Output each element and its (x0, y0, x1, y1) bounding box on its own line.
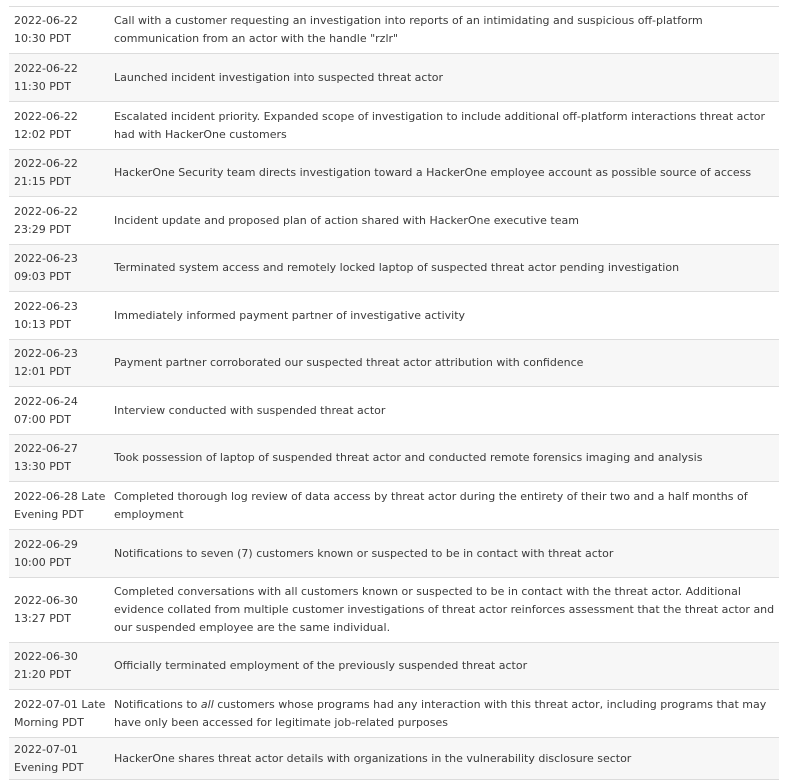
time-text: 21:15 PDT (14, 175, 72, 188)
time-text: 12:01 PDT (14, 365, 72, 378)
event-cell: Completed conversations with all customers known or suspected to be in contact with the threat actor. Additional evidence collated from multiple customer investigations of threat actor reinforces assessment that the threat actor and our suspended employee are the same individual. (114, 585, 775, 634)
date-text: 2022-06-30 (14, 594, 78, 607)
event-text-post: customers whose programs had any interaction with this threat actor, including programs that may have only been accessed for legitimate job-related purposes (114, 697, 767, 729)
date-text: 2022-06-22 (14, 204, 78, 218)
event-cell: HackerOne shares threat actor details with organizations in the vulnerability disclosure sector (114, 751, 632, 765)
date-text: 2022-06-22 (14, 109, 78, 123)
table-row (9, 482, 779, 530)
timestamp-cell (9, 648, 111, 684)
table-row (9, 643, 779, 690)
timestamp-cell (9, 741, 111, 777)
table-row (9, 690, 779, 738)
date-text: 2022-06-23 (14, 252, 78, 265)
table-row (9, 738, 779, 780)
table-row (9, 54, 779, 102)
date-text: 2022-06-23 (14, 347, 78, 360)
table-row (9, 245, 779, 292)
timestamp-cell (9, 203, 111, 239)
date-text: 2022-07-01 (14, 742, 78, 756)
event-cell: Took possession of laptop of suspended threat actor and conducted remote forensics imaging and analysis (114, 451, 703, 464)
event-cell: Call with a customer requesting an investigation into reports of an intimidating and suspicious off-platform communication from an actor with the handle "rzlr" (114, 14, 703, 45)
time-text: 10:30 PDT (14, 32, 72, 45)
date-text: 2022-06-23 (14, 299, 78, 313)
date-text: 2022-06-22 (14, 157, 78, 170)
date-text: 2022-06-28 Late (14, 489, 106, 503)
event-cell: Immediately informed payment partner of investigative activity (114, 308, 466, 322)
timestamp-cell (9, 345, 111, 381)
event-cell: Escalated incident priority. Expanded scope of investigation to include additional off-platform interactions threat actor had with HackerOne customers (114, 109, 766, 141)
time-text: Evening PDT (14, 507, 84, 521)
event-cell: Completed thorough log review of data access by threat actor during the entirety of their two and a half months of employment (114, 489, 748, 521)
timestamp-cell (9, 488, 111, 524)
event-cell: Incident update and proposed plan of action shared with HackerOne executive team (114, 213, 579, 227)
timestamp-cell (9, 12, 111, 48)
event-text-pre: Notifications to (114, 697, 201, 711)
time-text: Morning PDT (14, 715, 84, 729)
table-row (9, 102, 779, 150)
time-text: 13:27 PDT (14, 612, 72, 625)
table-row (9, 197, 779, 245)
table-row (9, 387, 779, 435)
time-text: 21:20 PDT (14, 668, 72, 681)
date-text: 2022-06-30 (14, 650, 78, 663)
event-cell: Notifications to seven (7) customers known or suspected to be in contact with threat actor (114, 546, 614, 560)
event-cell: Payment partner corroborated our suspected threat actor attribution with confidence (114, 356, 584, 369)
time-text: 09:03 PDT (14, 270, 72, 283)
event-cell: HackerOne Security team directs investigation toward a HackerOne employee account as possible source of access (114, 166, 752, 179)
event-cell: Officially terminated employment of the previously suspended threat actor (114, 659, 528, 672)
table-row (9, 578, 779, 643)
date-text: 2022-06-24 (14, 394, 78, 408)
event-cell: Interview conducted with suspended threat actor (114, 403, 386, 417)
event-cell: Launched incident investigation into suspected threat actor (114, 70, 444, 84)
timestamp-cell (9, 393, 111, 429)
table-row (9, 7, 779, 54)
time-text: 10:00 PDT (14, 555, 72, 569)
table-row (9, 435, 779, 482)
time-text: 10:13 PDT (14, 317, 72, 331)
date-text: 2022-06-22 (14, 14, 78, 27)
timestamp-cell (9, 440, 111, 476)
time-text: 23:29 PDT (14, 222, 72, 236)
table-row (9, 150, 779, 197)
event-cell: Terminated system access and remotely locked laptop of suspected threat actor pending investigation (114, 261, 680, 274)
time-text: 11:30 PDT (14, 79, 72, 93)
date-text: 2022-07-01 Late (14, 697, 106, 711)
event-cell (111, 696, 779, 732)
timestamp-cell (9, 108, 111, 144)
time-text: 13:30 PDT (14, 460, 72, 473)
timestamp-cell (9, 536, 111, 572)
timestamp-cell (9, 155, 111, 191)
date-text: 2022-06-29 (14, 537, 78, 551)
timestamp-cell (9, 298, 111, 334)
timestamp-cell (9, 250, 111, 286)
timestamp-cell (9, 592, 111, 628)
timestamp-cell (9, 60, 111, 96)
table-row (9, 292, 779, 340)
table-row (9, 530, 779, 578)
time-text: Evening PDT (14, 760, 84, 774)
date-text: 2022-06-27 (14, 442, 78, 455)
table-row (9, 340, 779, 387)
time-text: 12:02 PDT (14, 127, 72, 141)
event-text-emphasis: all (200, 697, 214, 711)
date-text: 2022-06-22 (14, 61, 78, 75)
time-text: 07:00 PDT (14, 412, 72, 426)
incident-timeline-table (9, 6, 779, 780)
timestamp-cell (9, 696, 111, 732)
